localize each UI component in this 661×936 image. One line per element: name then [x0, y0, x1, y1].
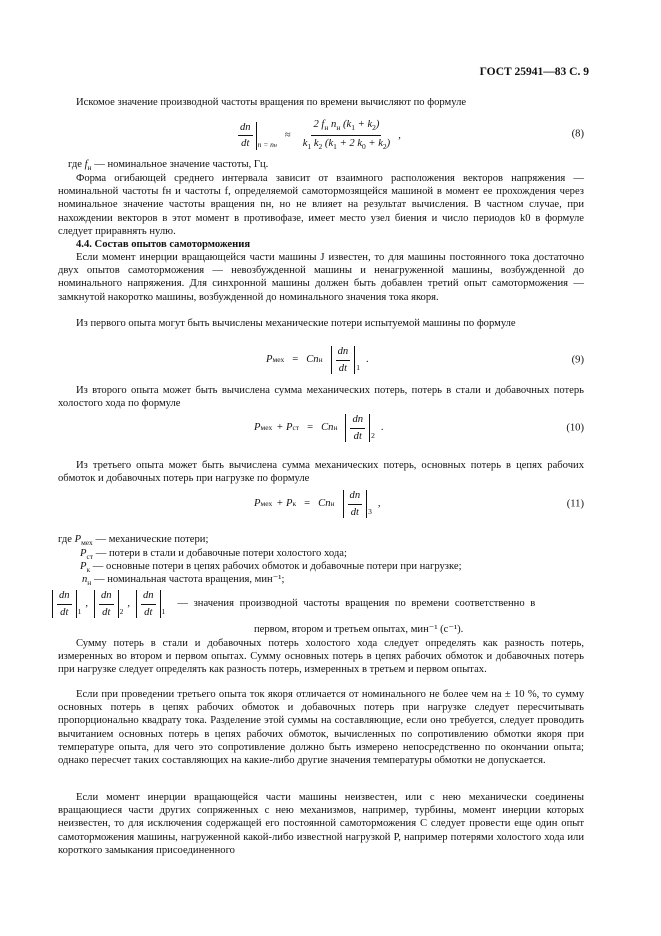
- legend-frac-1-bottom: dt: [60, 606, 69, 618]
- paragraph-sum: Сумму потерь в стали и добавочных потерь холостого хода следует определять как разность потерь, измеренных во втором и первом опытах. Сумму основных потерь в цепях рабочих обмоток и добавочных потерь при нагрузке следует определять как разность потерь, измеренных в третьем и первом опытах.: [58, 638, 584, 676]
- eq8-t3: (k: [340, 119, 352, 130]
- equation-8-number: (8): [571, 128, 584, 140]
- eq8-approx-sign: ≈: [284, 130, 291, 142]
- eq8-t2-sub: н: [336, 123, 341, 132]
- eq9-equals: =: [292, 354, 299, 366]
- equation-11: [58, 486, 584, 522]
- paragraph-intro: Искомое значение производной частоты вращения по времени вычисляют по формуле: [76, 97, 467, 108]
- eq8-t5: ): [375, 119, 380, 130]
- eq8-b6: ): [386, 138, 391, 150]
- eq10-frac-top: dn: [350, 413, 365, 428]
- eq10-abs-sub: 2: [371, 430, 375, 440]
- eq10-frac-bottom: dt: [353, 430, 362, 442]
- eq8-lhs-top: dn: [238, 121, 253, 136]
- eq10-tail: .: [380, 422, 384, 434]
- eq8-condition-sub: н: [273, 143, 277, 150]
- legend-4-symbol: n: [82, 574, 88, 585]
- legend-comma-1: ,: [85, 598, 88, 610]
- eq8-condition: [258, 138, 277, 153]
- eq8-t2: n: [328, 119, 337, 130]
- eq9-frac-bottom: dt: [338, 362, 348, 374]
- eq9-fraction: [336, 345, 351, 374]
- equation-11-number: (11): [566, 498, 584, 510]
- where-8-symbol-sub: н: [87, 163, 92, 172]
- eq8-b4-sub: 0: [362, 142, 366, 152]
- eq9-lhs-sub: мех: [272, 355, 285, 365]
- legend-1-symbol: P: [74, 534, 82, 545]
- eq10-equals: =: [307, 422, 314, 434]
- eq8-b5-sub: 2: [382, 142, 387, 152]
- legend-abs-2-sub: 2: [119, 606, 124, 616]
- legend-frac-2-bottom: dt: [102, 606, 111, 618]
- eq10-lhs-sub: мех: [260, 423, 273, 433]
- legend-frac-1: [57, 589, 72, 618]
- eq8-b3-sub: 1: [333, 142, 337, 152]
- legend-1-text: — механические потери;: [92, 534, 209, 545]
- legend-line-4: [82, 573, 284, 589]
- equation-9-number: (9): [571, 354, 584, 366]
- eq8-t3-sub: 1: [351, 123, 355, 132]
- legend-line-5-continued: первом, втором и третьем опытах, мин⁻¹ (с⁻¹).: [254, 624, 464, 635]
- eq8-b1-sub: 1: [307, 142, 312, 152]
- eq11-c: Cn: [318, 498, 331, 510]
- eq8-b2-sub: 2: [318, 142, 323, 152]
- eq11-fraction: [348, 489, 363, 518]
- legend-comma-2: ,: [127, 598, 130, 610]
- legend-line-5: [52, 590, 535, 618]
- paragraph-last: Если момент инерции вращающейся части машины неизвестен, или с нею механически соединены вращающиеся части других сопряженных с нею механизмов, например, турбины, момент инерции которых неизвестен, то для исключения содержащей его постоянной самоторможения С следует провести еще один опыт самоторможения машины, нагруженной какой-либо известной нагрузкой P, например потерями холостого хода или короткого замыкания присоединенного: [58, 792, 584, 856]
- legend-5-text: — значения производной частоты вращения по времени соответственно в: [177, 598, 536, 610]
- legend-4-text: — номинальная частота вращения, мин⁻¹;: [91, 574, 285, 585]
- equation-10: [58, 410, 584, 446]
- eq11-frac-bottom: dt: [350, 506, 359, 518]
- eq11-c-sub: н: [330, 499, 335, 509]
- paragraph-form: Форма огибающей среднего интервала зависит от взаимного расположения векторов напряжения — номинальной частоты fн и частоты f, определяемой самотормозящейся машиной в момент ее прохождения через номинальное значение частоты вращения nн, но не влияет на результат вычисления. В частном случае, при нахождении векторов в этот момент в противофазе, имеет место узел биения и число периодов k0 в формуле следует приравнять нулю.: [58, 173, 584, 237]
- eq8-b1: k: [302, 138, 308, 150]
- legend-3-symbol: P: [80, 561, 87, 572]
- eq11-plus-sub: к: [292, 499, 297, 509]
- eq8-comma: ,: [398, 130, 401, 142]
- eq11-frac-top: dn: [348, 489, 363, 504]
- eq10-plus-sub: ст: [292, 423, 300, 433]
- legend-2-symbol: P: [80, 548, 87, 559]
- eq8-rhs-fraction: [301, 118, 392, 153]
- eq8-b4: + 2 k: [336, 138, 363, 150]
- eq8-t4-sub: 2: [372, 123, 376, 132]
- legend-abs-2: [94, 590, 119, 618]
- page-header: ГОСТ 25941—83 С. 9: [479, 66, 589, 78]
- legend-abs-3-sub: 1: [161, 606, 166, 616]
- eq10-c: Cn: [321, 422, 334, 434]
- eq10-lhs: P: [254, 422, 261, 434]
- eq11-lhs: P: [254, 498, 261, 510]
- legend-4-sub: н: [87, 578, 92, 587]
- eq11-abs: [343, 490, 368, 518]
- eq11-lhs-sub: мех: [260, 499, 273, 509]
- eq9-abs-sub: 1: [356, 362, 360, 372]
- section-heading-4-4: 4.4. Состав опытов самоторможения: [76, 239, 251, 250]
- where-8-text: — номинальное значение частоты, Гц.: [91, 159, 269, 170]
- where-8-word: где: [68, 159, 82, 170]
- eq9-c-sub: н: [318, 355, 323, 365]
- eq9-c: Cn: [306, 354, 319, 366]
- paragraph-third-test: Из третьего опыта может быть вычислена сумма механических потерь, основных потерь в цепях рабочих обмоток и добавочных потерь при нагрузке по формуле: [58, 460, 584, 485]
- paragraph-4-4: Если момент инерции вращающейся части машины J известен, то для машины постоянного тока достаточно двух опытов самоторможения — невозбужденной машины и ненагруженной машины, возбужденной до номинального напряжения. Для синхронной машины должен быть добавлен третий опыт самоторможения — замкнутой накоротко машины, возбужденной до номинального значения тока якоря.: [58, 252, 584, 303]
- equation-11-body: [254, 490, 381, 518]
- equation-10-number: (10): [566, 422, 584, 434]
- legend-2-text: — потери в стали и добавочные потери холостого хода;: [93, 548, 347, 559]
- legend-frac-2: [99, 589, 114, 618]
- eq9-abs: [331, 346, 356, 374]
- eq8-t1: 2 f: [313, 119, 325, 130]
- legend-abs-3: [136, 590, 161, 618]
- eq8-condition-text: n = n: [257, 140, 274, 150]
- legend-3-sub: к: [86, 565, 91, 574]
- eq8-lhs-bottom: dt: [241, 138, 250, 150]
- eq11-tail: ,: [377, 498, 381, 510]
- eq11-plus: + P: [276, 498, 293, 510]
- eq9-lhs: P: [266, 354, 273, 366]
- eq8-lhs-fraction: [238, 121, 253, 150]
- equation-8: [58, 112, 584, 156]
- legend-frac-1-top: dn: [57, 589, 72, 604]
- eq11-abs-sub: 3: [368, 506, 372, 516]
- eq8-rhs-bottom: [301, 136, 392, 153]
- eq8-eval-bar: [256, 122, 257, 150]
- legend-frac-3-bottom: dt: [144, 606, 153, 618]
- eq8-rhs-top: [311, 118, 381, 136]
- equation-8-body: [236, 118, 401, 153]
- where-8-symbol: f: [84, 159, 88, 170]
- paragraph-if: Если при проведении третьего опыта ток якоря отличается от номинального не более чем на ± 10 %, то сумму основных потерь в цепях рабочих обмоток и добавочных потерь при нагрузке следует пересчитывать пропорционально квадрату тока. Разделение этой суммы на составляющие, если оно требуется, следует проводить вычитанием основных потерь в цепях рабочих обмоток, вычисленных по сопротивлению обмотки якоря при температуре опыта, для чего это сопротивление должно быть измерено непосредственно по окончании опыта; однако пересчет таких составляющих на какие-либо другие значения температуры обмотки не допускается.: [58, 689, 584, 767]
- legend-where: где: [58, 534, 72, 545]
- legend-3-text: — основные потери в цепях рабочих обмоток и добавочные потери при нагрузке;: [90, 561, 462, 572]
- eq10-c-sub: н: [333, 423, 338, 433]
- paragraph-first-test: Из первого опыта могут быть вычислены механические потери испытуемой машины по формуле: [76, 318, 516, 329]
- legend-abs-1-sub: 1: [77, 606, 82, 616]
- legend-frac-2-top: dn: [99, 589, 114, 604]
- equation-9: [58, 342, 584, 378]
- eq10-abs: [345, 414, 370, 442]
- eq8-b3: (k: [322, 138, 334, 150]
- eq8-b5: + k: [365, 138, 383, 150]
- eq9-frac-top: dn: [336, 345, 351, 360]
- eq8-t1-sub: н: [324, 123, 329, 132]
- legend-frac-3-top: dn: [141, 589, 156, 604]
- eq10-fraction: [350, 413, 365, 442]
- equation-9-body: [266, 346, 369, 374]
- eq8-t4: + k: [355, 119, 373, 130]
- equation-10-body: [254, 414, 383, 442]
- paragraph-second-test: Из второго опыта может быть вычислена сумма механических потерь, потерь в стали и добавочных потерь холостого хода по формуле: [58, 385, 584, 410]
- legend-1-sub: мех: [81, 538, 93, 547]
- eq9-tail: .: [365, 354, 369, 366]
- eq10-plus: + P: [276, 422, 293, 434]
- eq8-b2: k: [311, 138, 319, 150]
- legend-frac-3: [141, 589, 156, 618]
- eq11-equals: =: [304, 498, 311, 510]
- legend-abs-1: [52, 590, 77, 618]
- legend-2-sub: ст: [86, 552, 94, 561]
